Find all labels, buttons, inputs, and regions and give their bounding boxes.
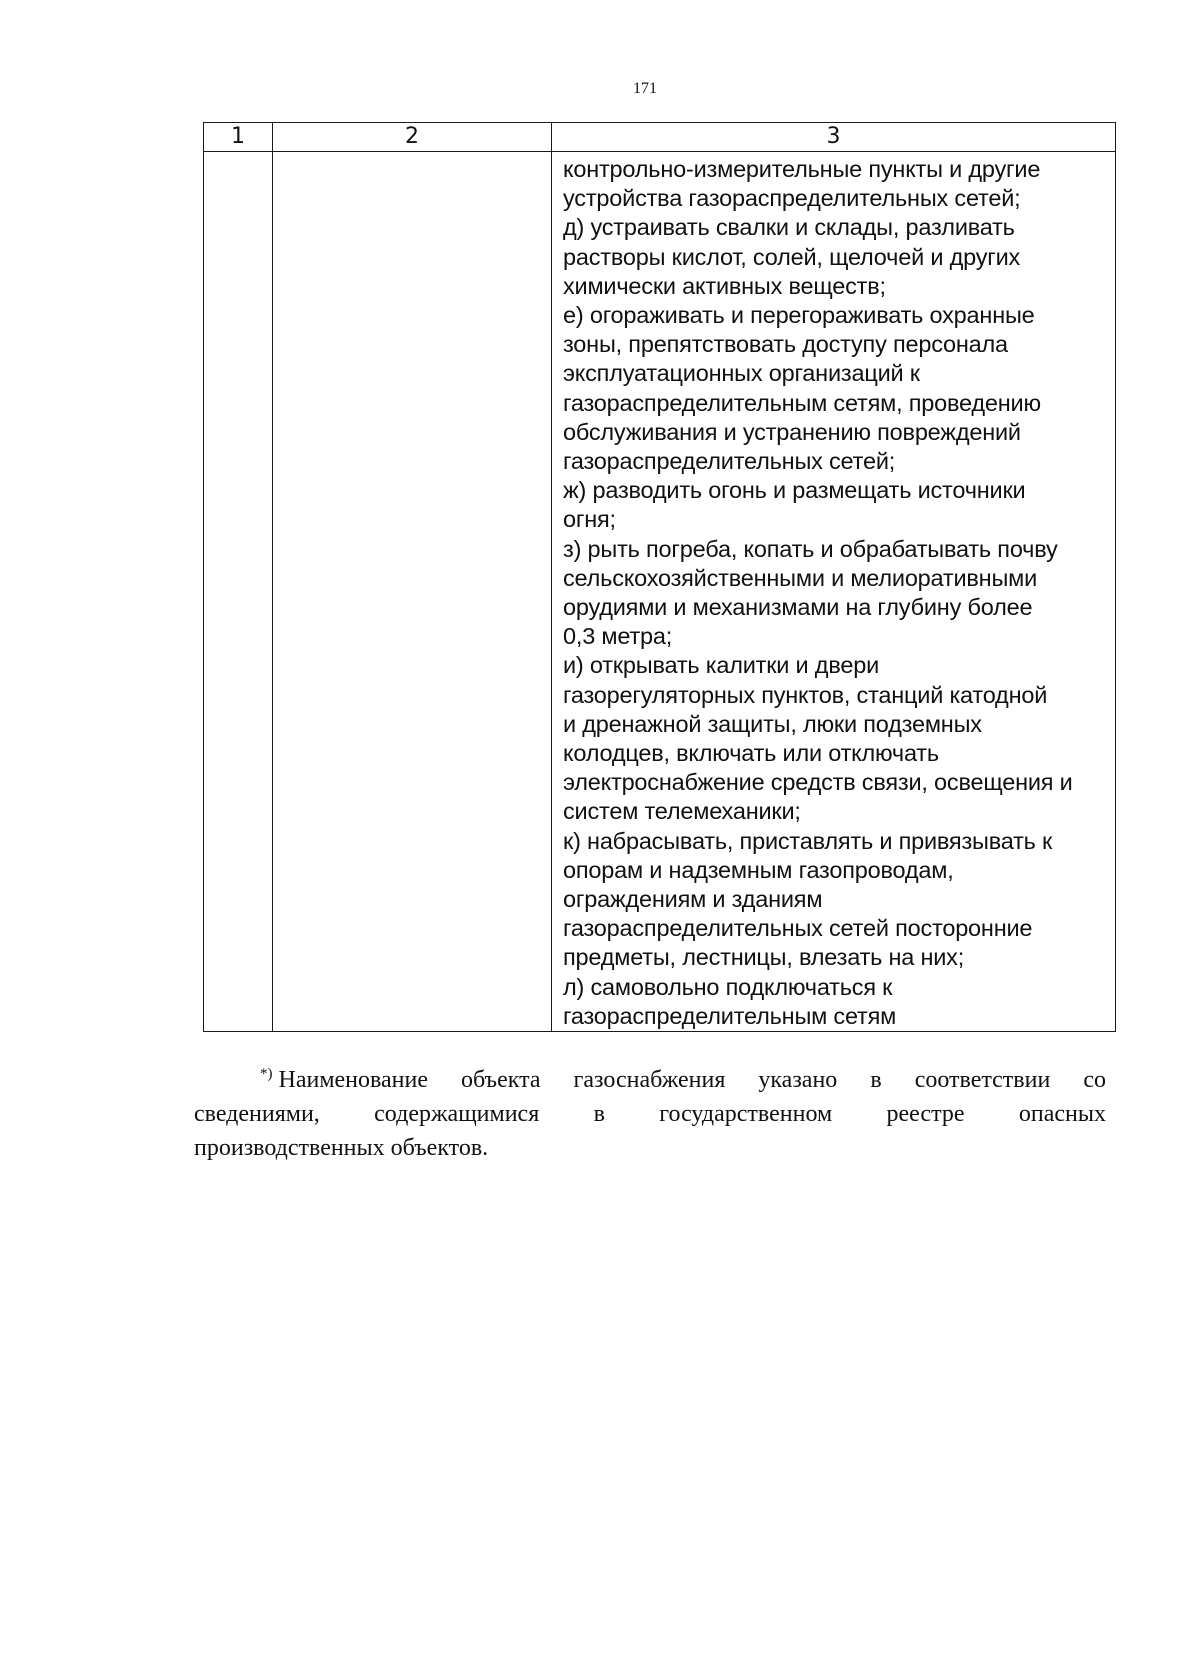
text-line: электроснабжение средств связи, освещения и — [563, 769, 1073, 796]
text-line: газорегуляторных пунктов, станций катодной — [563, 681, 1048, 708]
table-header-col-1: 1 — [204, 123, 273, 152]
text-line: ограждениям и зданиям — [563, 886, 823, 913]
footnote-word: опасных — [1018, 1101, 1106, 1127]
footnote-line-3 — [194, 1131, 1106, 1165]
text-line: огня; — [563, 506, 616, 533]
footnote-text-end: производственных объектов. — [194, 1135, 489, 1161]
footnote-word: содержащимися — [374, 1101, 540, 1127]
text-line: систем телемеханики; — [563, 798, 801, 825]
footnote-line-1 — [194, 1063, 1106, 1097]
text-line: опорам и надземным газопроводам, — [563, 856, 954, 883]
text-line: газораспределительных сетей посторонние — [563, 915, 1033, 942]
text-line: 0,3 метра; — [563, 623, 673, 650]
table-row — [204, 152, 1116, 1032]
document-table — [203, 122, 1116, 1032]
page-number: 171 — [633, 80, 657, 97]
footnote-word: объекта — [461, 1067, 541, 1093]
table-header-row — [204, 123, 1116, 152]
text-line: ж) разводить огонь и размещать источники — [563, 477, 1026, 504]
text-line: л) самовольно подключаться к — [563, 973, 893, 1000]
footnote-word: государственном — [659, 1101, 833, 1127]
table-cell-col-1 — [204, 152, 273, 1032]
footnote-word: реестре — [886, 1101, 965, 1127]
text-line: предметы, лестницы, влезать на них; — [563, 944, 965, 971]
text-line: е) огораживать и перегораживать охранные — [563, 302, 1035, 329]
footnote-word — [260, 1063, 428, 1097]
table-cell-col-2 — [273, 152, 552, 1032]
text-line: растворы кислот, солей, щелочей и других — [563, 243, 1021, 270]
footnote — [194, 1063, 1106, 1165]
table-cell-col-3 — [552, 152, 1116, 1032]
footnote-word: в — [593, 1101, 605, 1127]
footnote-word: сведениями, — [194, 1101, 320, 1127]
text-line: химически активных веществ; — [563, 272, 886, 299]
text-line: контрольно-измерительные пункты и другие — [563, 156, 1041, 182]
text-line: газораспределительным сетям — [563, 1002, 897, 1029]
text-line: зоны, препятствовать доступу персонала — [563, 331, 1008, 358]
footnote-word: в — [870, 1067, 882, 1093]
text-line: сельскохозяйственными и мелиоративными — [563, 564, 1038, 591]
text-line: и дренажной защиты, люки подземных — [563, 710, 982, 737]
footnote-line-2 — [194, 1097, 1106, 1131]
text-line: д) устраивать свалки и склады, разливать — [563, 214, 1015, 241]
text-line: колодцев, включать или отключать — [563, 740, 939, 767]
text-line: газораспределительных сетей; — [563, 448, 896, 475]
text-line: и) открывать калитки и двери — [563, 652, 880, 679]
footnote-word: со — [1083, 1067, 1106, 1093]
text-line: газораспределительным сетям, проведению — [563, 389, 1041, 416]
table-header-col-2: 2 — [273, 123, 552, 152]
restrictions-text — [552, 152, 1115, 1031]
text-line: обслуживания и устранению повреждений — [563, 418, 1021, 445]
footnote-word: газоснабжения — [573, 1067, 726, 1093]
footnote-word: соответствии — [914, 1067, 1051, 1093]
footnote-word-text: Наименование — [278, 1067, 429, 1093]
text-line: эксплуатационных организаций к — [563, 360, 920, 387]
text-line: з) рыть погреба, копать и обрабатывать почву — [563, 535, 1058, 562]
footnote-word: указано — [758, 1067, 838, 1093]
text-line: орудиями и механизмами на глубину более — [563, 594, 1033, 621]
text-line: к) набрасывать, приставлять и привязывать к — [563, 827, 1053, 854]
text-line: устройства газораспределительных сетей; — [563, 185, 1021, 212]
table-header-col-3: 3 — [552, 123, 1116, 152]
footnote-marker: *) — [260, 1066, 273, 1082]
